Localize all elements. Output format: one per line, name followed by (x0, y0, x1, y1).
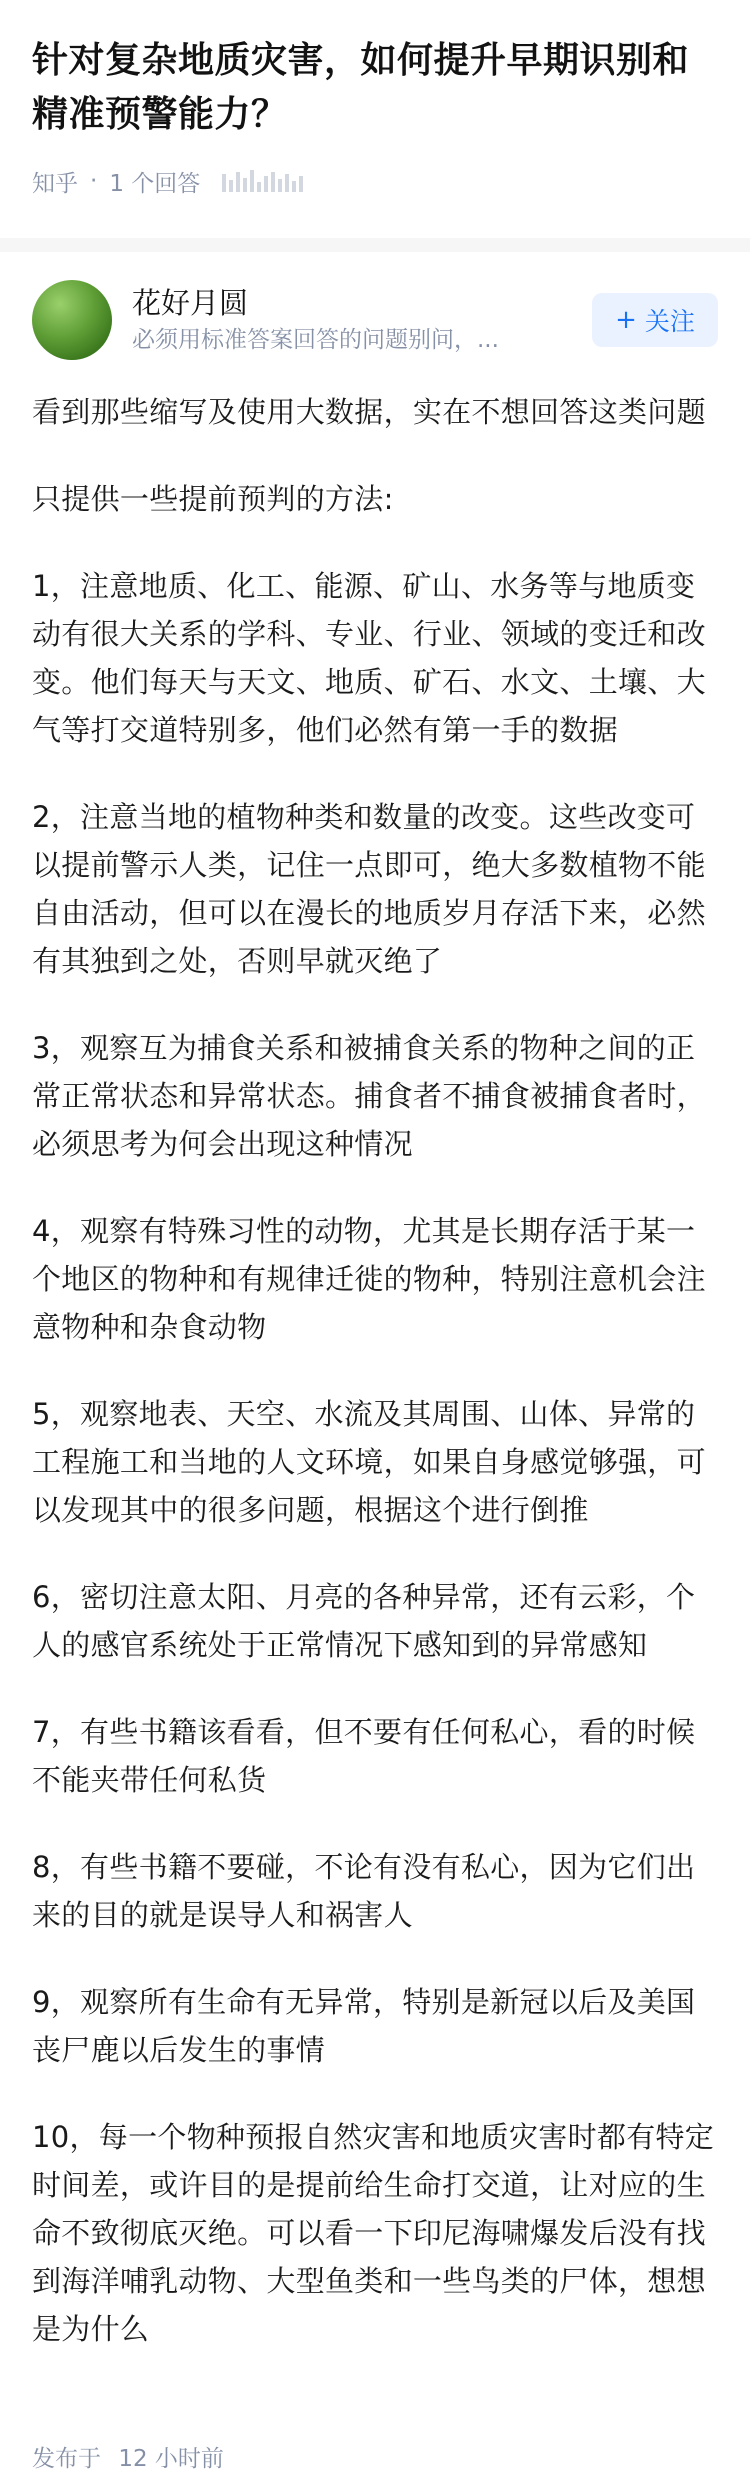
author-row (0, 252, 750, 362)
author-name[interactable]: 花好月圆 (132, 286, 249, 320)
meta-separator: · (90, 168, 98, 194)
answer-paragraph: 看到那些缩写及使用大数据，实在不想回答这类问题 (32, 395, 706, 429)
follow-button[interactable] (592, 293, 718, 347)
follow-label: 关注 (644, 307, 695, 336)
answer-paragraph: 2，注意当地的植物种类和数量的改变。这些改变可以提前警示人类，记住一点即可，绝大多数植物不能自由活动，但可以在漫长的地质岁月存活下来，必然有其独到之处，否则早就灭绝了 (32, 800, 706, 978)
answer-paragraph: 9，观察所有生命有无异常，特别是新冠以后及美国丧尸鹿以后发生的事情 (32, 1985, 696, 2067)
answer-content (0, 362, 750, 2353)
answer-paragraph: 8，有些书籍不要碰，不论有没有私心，因为它们出来的目的就是误导人和祸害人 (32, 1850, 696, 1932)
faded-bars-icon (222, 170, 303, 192)
answer-count[interactable]: 1 个回答 (109, 170, 201, 197)
answer-paragraph: 4，观察有特殊习性的动物，尤其是长期存活于某一个地区的物种和有规律迁徙的物种，特别注意机会注意物种和杂食动物 (32, 1214, 706, 1344)
section-divider (0, 238, 750, 252)
question-header (0, 0, 750, 198)
author-info (132, 283, 592, 357)
question-meta (32, 164, 718, 198)
question-title[interactable]: 针对复杂地质灾害，如何提升早期识别和精准预警能力？ (32, 40, 690, 135)
published-label: 发布于 (32, 2446, 101, 2472)
published-time: 12 小时前 (118, 2446, 224, 2472)
avatar[interactable] (32, 280, 112, 360)
answer-paragraph: 5，观察地表、天空、水流及其周围、山体、异常的工程施工和当地的人文环境，如果自身感觉够强，可以发现其中的很多问题，根据这个进行倒推 (32, 1397, 706, 1527)
answer-paragraph: 10，每一个物种预报自然灾害和地质灾害时都有特定时间差，或许目的是提前给生命打交道，让对应的生命不致彻底灭绝。可以看一下印尼海啸爆发后没有找到海洋哺乳动物、大型鱼类和一些鸟类的尸体，想想是为什么 (32, 2120, 715, 2346)
answer-paragraph: 3，观察互为捕食关系和被捕食关系的物种之间的正常正常状态和异常状态。捕食者不捕食被捕食者时，必须思考为何会出现这种情况 (32, 1031, 706, 1161)
publish-info (32, 2440, 224, 2473)
author-bio: 必须用标准答案回答的问题别问，... (132, 327, 499, 353)
plus-icon: + (615, 305, 637, 335)
answer-paragraph: 6，密切注意太阳、月亮的各种异常，还有云彩，个人的感官系统处于正常情况下感知到的异常感知 (32, 1580, 696, 1662)
answer-paragraph: 1，注意地质、化工、能源、矿山、水务等与地质变动有很大关系的学科、专业、行业、领域的变迁和改变。他们每天与天文、地质、矿石、水文、土壤、大气等打交道特别多，他们必然有第一手的数据 (32, 569, 706, 747)
answer-paragraph: 只提供一些提前预判的方法: (32, 482, 394, 516)
source-label[interactable]: 知乎 (32, 170, 78, 197)
answer-paragraph: 7，有些书籍该看看，但不要有任何私心，看的时候不能夹带任何私货 (32, 1715, 696, 1797)
